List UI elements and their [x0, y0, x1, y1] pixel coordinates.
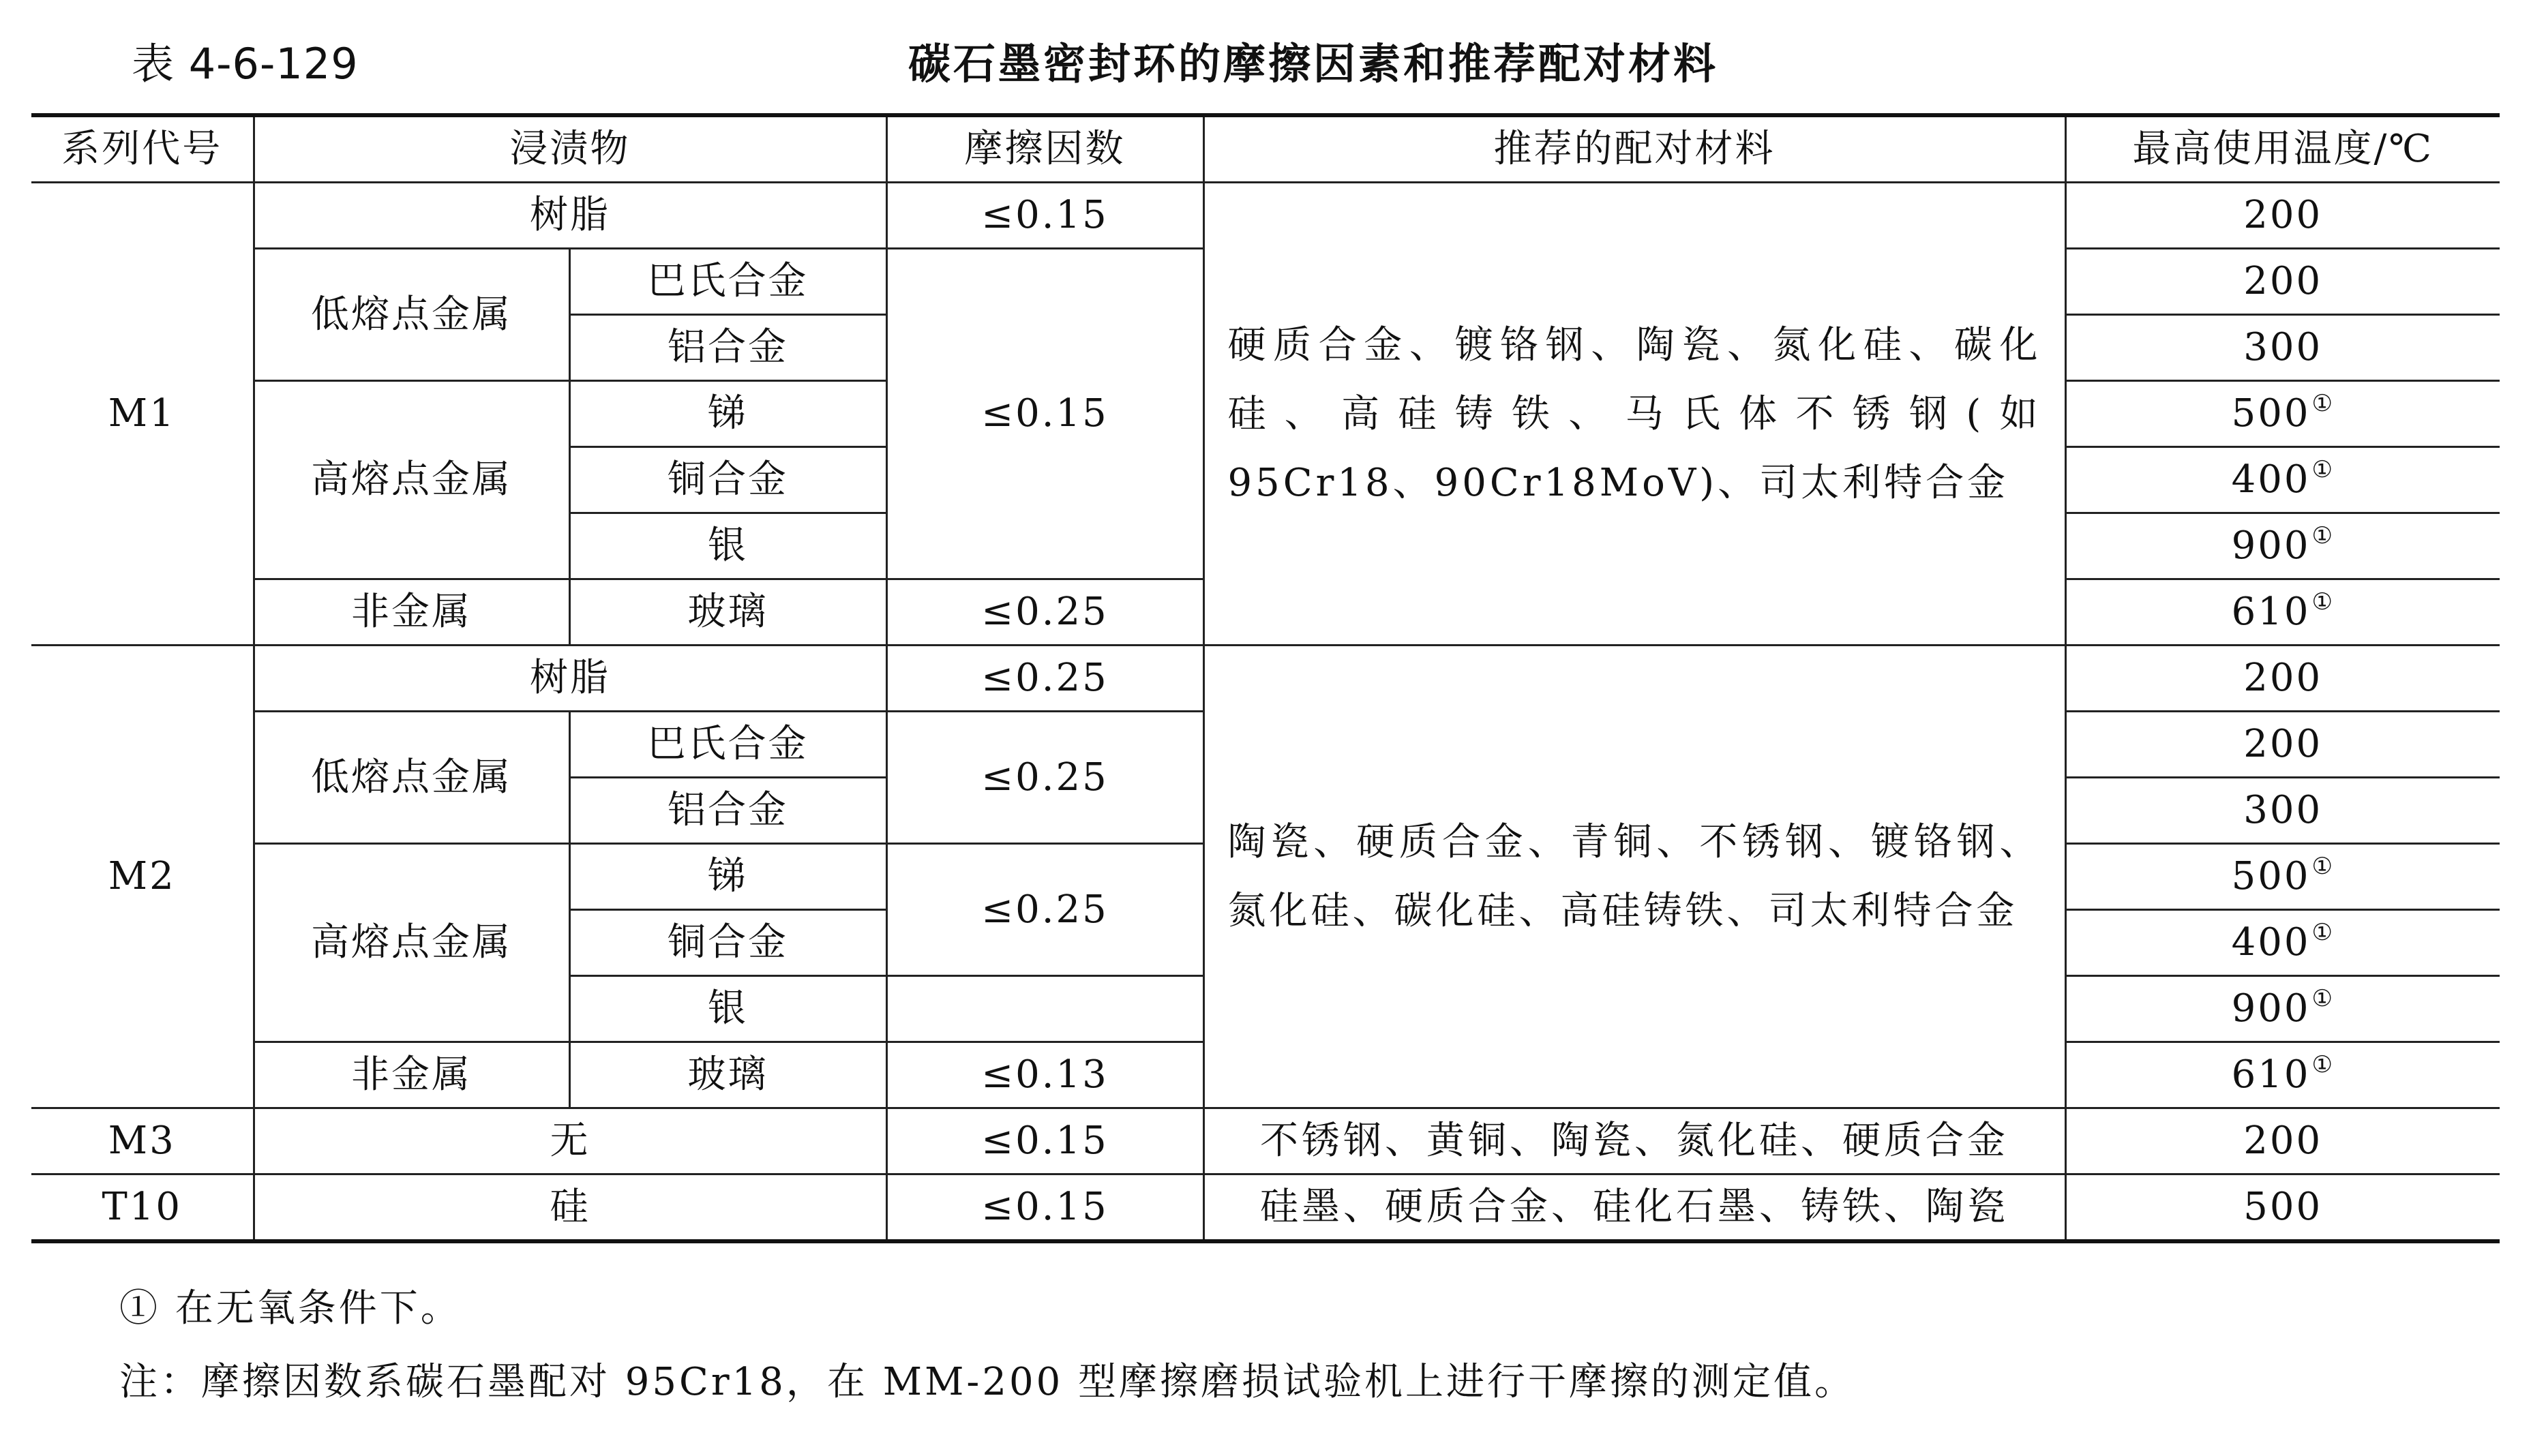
friction-cell: ≤0.15: [886, 249, 1203, 579]
impregnant-cell: 树脂: [254, 646, 886, 712]
temperature-value: 300: [2243, 788, 2323, 832]
friction-cell: ≤0.15: [886, 1174, 1203, 1242]
table-number: 表 4-6-129: [132, 39, 359, 89]
temperature-value: 610: [2231, 590, 2311, 634]
temperature-value: 900: [2231, 986, 2311, 1031]
temperature-value: 200: [2243, 722, 2323, 766]
temperature-cell: [2065, 381, 2500, 447]
table-row: [31, 646, 2500, 712]
temperature-value: 400: [2231, 457, 2311, 502]
temperature-cell: [2065, 1108, 2500, 1174]
header-impregnant: 浸渍物: [254, 115, 886, 183]
temperature-value: 200: [2243, 259, 2323, 303]
footnote-marker: ①: [2311, 390, 2335, 417]
impregnant-cell: 铝合金: [569, 778, 886, 844]
impregnant-cell: 巴氏合金: [569, 249, 886, 315]
temperature-value: 500: [2231, 854, 2311, 898]
category-cell: 非金属: [254, 579, 569, 646]
footnote-marker: ①: [2311, 522, 2335, 549]
temperature-value: 610: [2231, 1052, 2311, 1097]
temperature-cell: [2065, 183, 2500, 249]
series-code-m2: M2: [31, 646, 254, 1108]
table-caption: [31, 34, 2500, 100]
category-cell: 非金属: [254, 1042, 569, 1108]
friction-cell: ≤0.25: [886, 844, 1203, 976]
footnote-marker: ①: [2311, 1051, 2335, 1078]
table-remark: 注：摩擦因数系碳石墨配对 95Cr18，在 MM-200 型摩擦磨损试验机上进行干摩擦的测定值。: [119, 1360, 1856, 1404]
impregnant-cell: 铝合金: [569, 315, 886, 381]
temperature-cell: [2065, 910, 2500, 976]
footnote-oxygen-free: ① 在无氧条件下。: [119, 1286, 462, 1331]
impregnant-cell: 硅: [254, 1174, 886, 1242]
temperature-cell: [2065, 712, 2500, 778]
footnote-marker: ①: [2311, 919, 2335, 946]
footnote-marker: ①: [2311, 456, 2335, 483]
footnotes: [119, 1281, 2438, 1429]
temperature-cell: [2065, 1174, 2500, 1242]
footnote-marker: ①: [2311, 853, 2335, 880]
temperature-value: 200: [2243, 1119, 2323, 1163]
temperature-value: 200: [2243, 193, 2323, 237]
material-cell-m3: 不锈钢、黄铜、陶瓷、氮化硅、硬质合金: [1203, 1108, 2065, 1174]
table-row: [31, 1174, 2500, 1242]
series-code-t10: T10: [31, 1174, 254, 1242]
impregnant-cell: 玻璃: [569, 579, 886, 646]
category-cell: 高熔点金属: [254, 381, 569, 579]
temperature-value: 400: [2231, 920, 2311, 965]
impregnant-cell: 锑: [569, 844, 886, 910]
header-row: [31, 115, 2500, 183]
temperature-value: 500: [2231, 391, 2311, 436]
series-code-m1: M1: [31, 183, 254, 646]
footnote-marker: ①: [2311, 588, 2335, 616]
material-cell-m1: [1203, 183, 2065, 646]
temperature-cell: [2065, 1042, 2500, 1108]
impregnant-cell: 银: [569, 976, 886, 1042]
temperature-cell: [2065, 513, 2500, 579]
impregnant-cell: 树脂: [254, 183, 886, 249]
category-cell: 低熔点金属: [254, 249, 569, 381]
temperature-cell: [2065, 579, 2500, 646]
impregnant-cell: 无: [254, 1108, 886, 1174]
impregnant-cell: 巴氏合金: [569, 712, 886, 778]
material-text-m2: 陶瓷、硬质合金、青铜、不锈钢、镀铬钢、氮化硅、碳化硅、高硅铸铁、司太利特合金: [1227, 820, 2041, 933]
footnote-marker: ①: [2311, 985, 2335, 1012]
friction-cell: ≤0.13: [886, 1042, 1203, 1108]
temperature-value: 300: [2243, 325, 2323, 369]
impregnant-cell: 锑: [569, 381, 886, 447]
impregnant-cell: 玻璃: [569, 1042, 886, 1108]
friction-table: [31, 113, 2500, 1243]
table-row: [31, 1108, 2500, 1174]
material-cell-t10: 硅墨、硬质合金、硅化石墨、铸铁、陶瓷: [1203, 1174, 2065, 1242]
table-title: 碳石墨密封环的摩擦因素和推荐配对材料: [908, 39, 1718, 89]
temperature-cell: [2065, 249, 2500, 315]
temperature-cell: [2065, 315, 2500, 381]
friction-cell: ≤0.25: [886, 646, 1203, 712]
material-cell-m2: [1203, 646, 2065, 1108]
material-text-m1: 硬质合金、镀铬钢、陶瓷、氮化硅、碳化硅、高硅铸铁、马氏体不锈钢(如 95Cr18、90Cr18MoV)、司太利特合金: [1227, 322, 2041, 505]
friction-cell: ≤0.25: [886, 579, 1203, 646]
friction-cell: ≤0.25: [886, 712, 1203, 844]
temperature-value: 200: [2243, 656, 2323, 700]
friction-cell: [886, 976, 1203, 1042]
temperature-cell: [2065, 447, 2500, 513]
temperature-cell: [2065, 778, 2500, 844]
header-friction: 摩擦因数: [886, 115, 1203, 183]
category-cell: 低熔点金属: [254, 712, 569, 844]
table-row: [31, 183, 2500, 249]
header-material: 推荐的配对材料: [1203, 115, 2065, 183]
impregnant-cell: 铜合金: [569, 910, 886, 976]
impregnant-cell: 银: [569, 513, 886, 579]
header-series: 系列代号: [31, 115, 254, 183]
category-cell: 高熔点金属: [254, 844, 569, 1042]
impregnant-cell: 铜合金: [569, 447, 886, 513]
header-temperature: 最高使用温度/℃: [2065, 115, 2500, 183]
temperature-value: 500: [2243, 1185, 2323, 1229]
temperature-cell: [2065, 646, 2500, 712]
temperature-value: 900: [2231, 524, 2311, 568]
temperature-cell: [2065, 976, 2500, 1042]
friction-cell: ≤0.15: [886, 1108, 1203, 1174]
temperature-cell: [2065, 844, 2500, 910]
series-code-m3: M3: [31, 1108, 254, 1174]
friction-cell: ≤0.15: [886, 183, 1203, 249]
